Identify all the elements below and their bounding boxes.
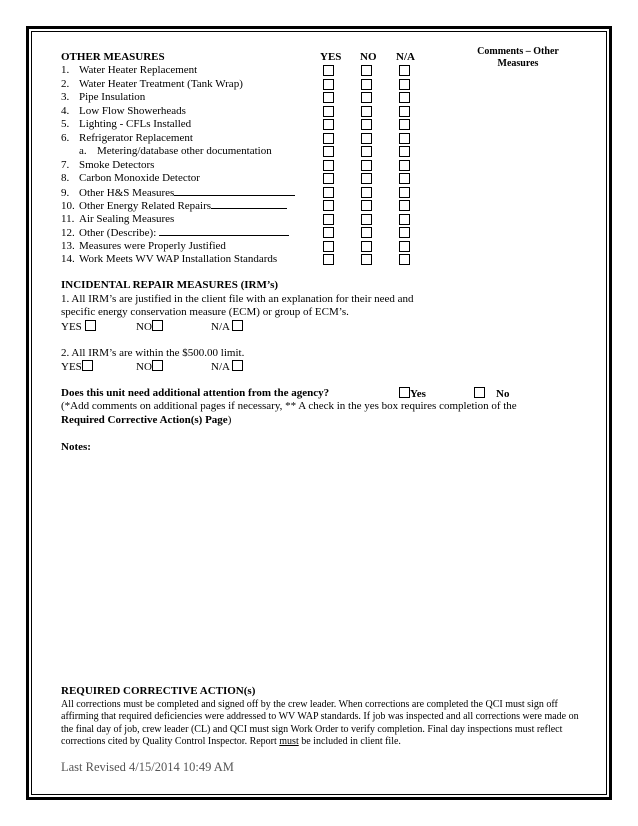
emphasis-must: must — [279, 736, 299, 748]
item-number: 8. — [61, 172, 70, 184]
measure-no-checkbox[interactable] — [361, 187, 372, 198]
measure-row — [61, 91, 295, 105]
notes-label: Notes: — [61, 441, 91, 453]
irm-question-1-line-2: specific energy conservation measure (ECM) or group of ECM’s. — [61, 306, 349, 318]
measure-no-checkbox[interactable] — [361, 65, 372, 76]
attention-question: Does this unit need additional attention from the agency? — [61, 387, 330, 399]
col-na-header: N/A — [396, 51, 415, 63]
measure-na-checkbox[interactable] — [399, 200, 410, 211]
irm-q2-no-checkbox[interactable] — [152, 360, 163, 371]
corrective-text-part: be included in client file. — [298, 736, 401, 748]
item-number: 2. — [61, 77, 70, 90]
measure-yes-checkbox[interactable] — [323, 146, 334, 157]
measure-label: Low Flow Showerheads — [79, 104, 186, 117]
measure-no-checkbox[interactable] — [361, 106, 372, 117]
measure-yes-checkbox[interactable] — [323, 160, 334, 171]
item-number: 13. — [61, 239, 75, 252]
yes-label: Yes — [410, 388, 426, 400]
measure-yes-checkbox[interactable] — [323, 187, 334, 198]
irm-q1-na-checkbox[interactable] — [232, 320, 243, 331]
closing-paren: ) — [227, 414, 232, 426]
item-number: 10. — [61, 200, 75, 212]
measure-na-checkbox[interactable] — [399, 65, 410, 76]
item-number: 12. — [61, 227, 75, 239]
irm-q1-no — [136, 320, 163, 334]
irm-title: INCIDENTAL REPAIR MEASURES (IRM’s) — [61, 279, 279, 291]
measure-label: Pipe Insulation — [79, 91, 146, 103]
last-revised: Last Revised 4/15/2014 10:49 AM — [61, 760, 234, 774]
item-number: 9. — [61, 186, 70, 199]
measure-na-checkbox[interactable] — [399, 92, 410, 103]
yes-label: YES — [61, 321, 82, 333]
measure-label: Other Energy Related Repairs — [79, 200, 212, 212]
corrective-text-part: All corrections must be completed and signed off by the crew leader. When corrections are completed the QCI must sign off affirming that required deficiencies were addressed to WV WAP standards. If job was inspected and all corrections were made on the final day of job, crew leader (CL) and QCI must sign Work Order to verify completion. Final day inspections must reflect corrections cited by Quality Control Inspector. Report — [61, 699, 579, 748]
fill-in-line[interactable] — [159, 226, 289, 236]
measure-na-checkbox[interactable] — [399, 79, 410, 90]
measure-label: Other (Describe): — [79, 227, 157, 239]
required-corrective-page-ref: Required Corrective Action(s) Page — [61, 414, 228, 426]
measure-no-checkbox[interactable] — [361, 254, 372, 265]
measure-yes-checkbox[interactable] — [323, 106, 334, 117]
measure-no-checkbox[interactable] — [361, 214, 372, 225]
measure-row — [61, 132, 295, 146]
measure-yes-checkbox[interactable] — [323, 79, 334, 90]
measure-no-checkbox[interactable] — [361, 92, 372, 103]
measure-label: Work Meets WV WAP Installation Standards — [79, 253, 278, 265]
item-number: 11. — [61, 212, 75, 225]
attention-yes — [399, 387, 426, 401]
measure-no-checkbox[interactable] — [361, 173, 372, 184]
measure-label: Metering/database other documentation — [97, 145, 272, 157]
measure-row — [61, 213, 295, 227]
item-number: 5. — [61, 118, 70, 130]
measure-no-checkbox[interactable] — [361, 227, 372, 238]
measure-na-checkbox[interactable] — [399, 133, 410, 144]
measure-no-checkbox[interactable] — [361, 119, 372, 130]
measure-subrow — [61, 145, 295, 159]
irm-q1-yes-checkbox[interactable] — [85, 320, 96, 331]
measure-label: Measures were Properly Justified — [79, 239, 226, 252]
irm-q1-no-checkbox[interactable] — [152, 320, 163, 331]
measure-no-checkbox[interactable] — [361, 160, 372, 171]
measure-na-checkbox[interactable] — [399, 227, 410, 238]
attention-yes-checkbox[interactable] — [399, 387, 410, 398]
irm-question-1-line-1: 1. All IRM’s are justified in the client file with an explanation for their need and — [61, 293, 414, 305]
measure-yes-checkbox[interactable] — [323, 227, 334, 238]
measure-na-checkbox[interactable] — [399, 214, 410, 225]
measure-no-checkbox[interactable] — [361, 241, 372, 252]
measure-row — [61, 159, 295, 173]
irm-q1-na — [211, 320, 243, 334]
corrective-title: REQUIRED CORRECTIVE ACTION(s) — [61, 685, 256, 697]
irm-q2-no — [136, 360, 163, 374]
yes-label: YES — [61, 361, 82, 373]
measure-row — [61, 253, 295, 267]
measure-yes-checkbox[interactable] — [323, 254, 334, 265]
measure-row — [61, 105, 295, 119]
measure-label: Water Heater Treatment (Tank Wrap) — [79, 77, 243, 90]
corrective-text — [61, 699, 581, 749]
na-label: N/A — [211, 361, 230, 373]
measure-no-checkbox[interactable] — [361, 79, 372, 90]
other-measures-list — [61, 64, 295, 267]
measure-label: Lighting - CFLs Installed — [79, 118, 192, 130]
irm-q2-yes-checkbox[interactable] — [82, 360, 93, 371]
measure-row — [61, 186, 295, 200]
measure-na-checkbox[interactable] — [399, 173, 410, 184]
irm-q2-yes — [61, 360, 93, 374]
no-label: NO — [136, 361, 152, 373]
item-number: 6. — [61, 131, 70, 144]
col-yes-header: YES — [320, 51, 342, 63]
measure-na-checkbox[interactable] — [399, 146, 410, 157]
no-label: NO — [136, 321, 152, 333]
attention-note-line-1: (*Add comments on additional pages if necessary, ** A check in the yes box requires completion of the — [61, 400, 517, 412]
measure-no-checkbox[interactable] — [361, 133, 372, 144]
measure-row — [61, 172, 295, 186]
item-number: 7. — [61, 158, 70, 171]
no-label: No — [496, 388, 510, 400]
measure-yes-checkbox[interactable] — [323, 214, 334, 225]
item-number: 4. — [61, 104, 70, 117]
measure-yes-checkbox[interactable] — [323, 65, 334, 76]
measure-na-checkbox[interactable] — [399, 254, 410, 265]
irm-q2-na-checkbox[interactable] — [232, 360, 243, 371]
comments-column-header: Comments – Other Measures — [477, 46, 559, 69]
measure-na-checkbox[interactable] — [399, 160, 410, 171]
irm-question-2: 2. All IRM’s are within the $500.00 limit. — [61, 347, 245, 359]
measure-row — [61, 78, 295, 92]
measure-yes-checkbox[interactable] — [323, 200, 334, 211]
measure-na-checkbox[interactable] — [399, 187, 410, 198]
measure-label: Water Heater Replacement — [79, 64, 198, 76]
fill-in-line[interactable] — [174, 186, 295, 196]
col-no-header: NO — [360, 51, 377, 63]
attention-no — [474, 387, 509, 401]
measure-na-checkbox[interactable] — [399, 241, 410, 252]
measure-no-checkbox[interactable] — [361, 146, 372, 157]
measure-label: Other H&S Measures — [79, 186, 175, 199]
measure-yes-checkbox[interactable] — [323, 241, 334, 252]
measure-label: Carbon Monoxide Detector — [79, 172, 200, 184]
item-number: 3. — [61, 91, 70, 103]
irm-q2-na — [211, 360, 243, 374]
measure-row — [61, 118, 295, 132]
measure-row — [61, 64, 295, 78]
measure-na-checkbox[interactable] — [399, 119, 410, 130]
measure-yes-checkbox[interactable] — [323, 92, 334, 103]
na-label: N/A — [211, 321, 230, 333]
measure-label: Air Sealing Measures — [79, 212, 175, 225]
measure-row — [61, 199, 295, 213]
measure-yes-checkbox[interactable] — [323, 119, 334, 130]
irm-q1-yes — [61, 320, 96, 334]
measure-label: Smoke Detectors — [79, 158, 155, 171]
item-number: 14. — [61, 253, 75, 265]
item-number: a. — [79, 145, 87, 157]
item-number: 1. — [61, 64, 70, 76]
measure-no-checkbox[interactable] — [361, 200, 372, 211]
fill-in-line[interactable] — [211, 199, 287, 209]
measure-row — [61, 240, 295, 254]
attention-no-checkbox[interactable] — [474, 387, 485, 398]
measure-row — [61, 226, 295, 240]
measure-yes-checkbox[interactable] — [323, 173, 334, 184]
measure-yes-checkbox[interactable] — [323, 133, 334, 144]
attention-note-line-2 — [61, 414, 231, 427]
measure-label: Refrigerator Replacement — [79, 131, 193, 144]
other-measures-title: OTHER MEASURES — [61, 51, 165, 63]
measure-na-checkbox[interactable] — [399, 106, 410, 117]
